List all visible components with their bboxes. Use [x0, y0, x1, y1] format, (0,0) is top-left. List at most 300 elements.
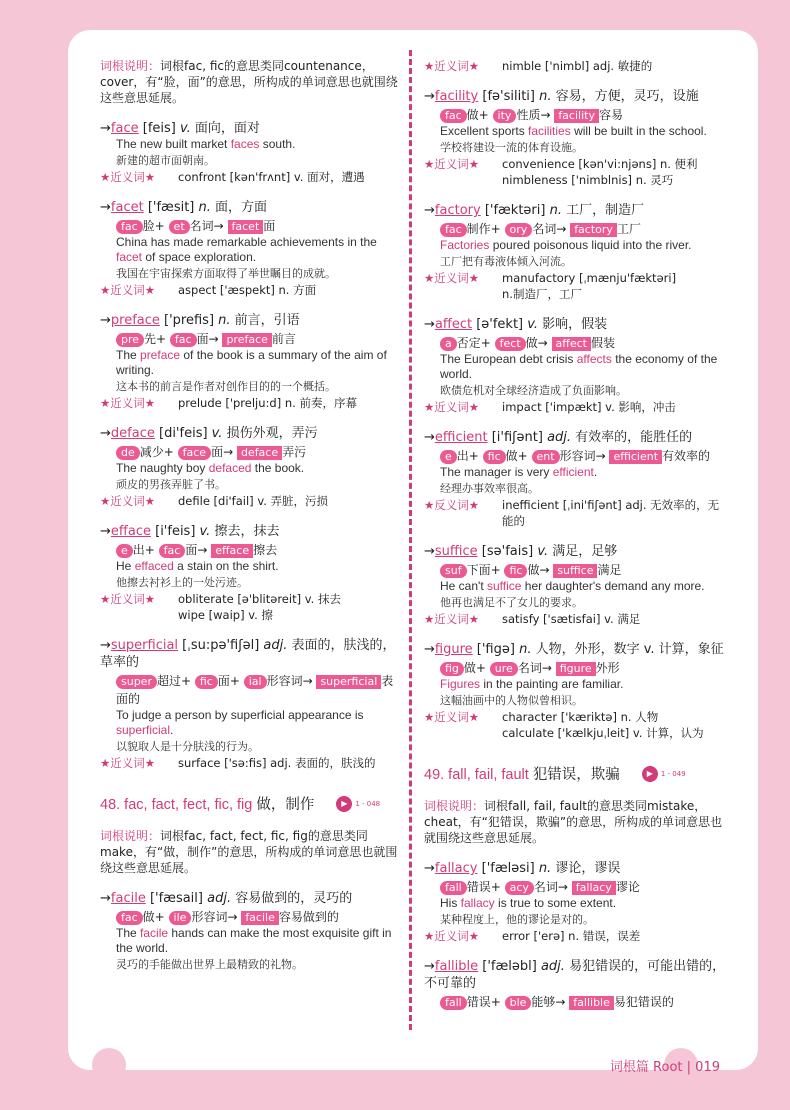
headword: facet [110, 200, 144, 215]
example-text: a stain on the shirt. [173, 559, 279, 573]
example-translation: 他再也满足不了女儿的要求。 [440, 596, 583, 609]
example-keyword: Factories [440, 238, 490, 252]
result-word: superficial [316, 675, 381, 689]
morpheme-gloss: 错误+ [466, 880, 505, 894]
example-sentence [100, 461, 402, 476]
meaning: 擦去，抹去 [210, 524, 280, 539]
morpheme-chip: fac [440, 109, 467, 123]
headword-line [100, 199, 402, 216]
example-text: her daughter's demand any more. [521, 579, 705, 593]
example-text: . [170, 723, 174, 737]
synonym-body [502, 709, 729, 741]
meaning: 工厂，制造厂 [561, 203, 645, 218]
headword-line [424, 860, 729, 877]
example-translation: 灵巧的手能做出世界上最精致的礼物。 [116, 958, 303, 971]
morpheme-gloss: 做→ [525, 336, 552, 350]
part-of-speech: n. [198, 200, 211, 215]
phonetic: ['fæsail] [145, 891, 208, 906]
morpheme-gloss: 形容词→ [191, 910, 242, 924]
meaning: 容易做到的，灵巧的 [231, 891, 353, 906]
section-title: 49. fall, fail, fault 犯错误，欺骗 [424, 767, 620, 783]
etymology-line [100, 443, 402, 461]
example-sentence [424, 579, 729, 594]
morpheme-gloss: 名词→ [533, 880, 572, 894]
morpheme-gloss: 面→ [185, 543, 212, 557]
synonym-line [100, 591, 402, 623]
morpheme-chip: ure [490, 662, 518, 676]
morpheme-chip: fac [116, 220, 143, 234]
result-word: efface [211, 544, 253, 558]
result-word: factory [570, 223, 617, 237]
synonym-line [424, 709, 729, 741]
example-translation: 某种程度上，他的谬论是对的。 [440, 913, 594, 926]
example-sentence [100, 708, 402, 738]
left-column [100, 58, 402, 973]
phonetic: [ˌsu:pə'fiʃəl] [178, 638, 264, 653]
synonym-text: defile [di'fail] v. 弄脏，污损 [178, 494, 329, 508]
synonym-body [178, 591, 402, 623]
morpheme-chip: fic [483, 450, 506, 464]
synonym-line [100, 493, 402, 509]
example-text: . [593, 465, 598, 479]
example-keyword: affects [576, 352, 612, 366]
headword: face [110, 121, 139, 136]
result-gloss: 面 [263, 219, 276, 233]
word-entry [424, 543, 729, 627]
example-text: The European debt crisis [440, 352, 577, 366]
headword-line [424, 88, 729, 105]
example-sentence [424, 124, 729, 139]
result-gloss: 谬论 [615, 880, 640, 894]
example-keyword: effaced [134, 559, 174, 573]
word-entry [424, 316, 729, 415]
headword: factory [434, 203, 481, 218]
synonym-body [178, 395, 402, 411]
headword-line [100, 312, 402, 329]
page-footer: 词根篇 Root | 019 [609, 1060, 720, 1075]
audio-badge[interactable] [336, 796, 380, 812]
synonym-text: manufactory [ˌmænju'fæktəri] [502, 271, 677, 285]
headword-line [424, 429, 729, 446]
root-intro-text: 词根fac, fic的意思类同countenance，cover，有“脸，面”的意思，所构成的单词意思也就围绕这些意思延展。 [100, 59, 398, 105]
example-text: in the painting are familiar. [480, 677, 624, 691]
phonetic: [i'feis] [150, 524, 200, 539]
result-gloss: 容易做到的 [278, 910, 339, 924]
root-intro-text: 词根fac, fact, fect, fic, fig的意思类同make，有“做，制作”的意思，所构成的单词意思也就围绕这些意思延展。 [100, 829, 398, 875]
headword: efface [110, 524, 151, 539]
root-intro-label: 词根说明： [424, 799, 485, 813]
morpheme-chip: ble [505, 996, 532, 1010]
morpheme-chip: ory [505, 223, 533, 237]
synonym-body [502, 399, 729, 415]
audio-badge[interactable] [642, 766, 686, 782]
part-of-speech: n. [549, 203, 562, 218]
result-word: figure [556, 662, 596, 676]
morpheme-gloss: 脸+ [142, 219, 169, 233]
section-title: 48. fac, fact, fect, fic, fig 做，制作 [100, 797, 315, 813]
arrow-icon: → [424, 959, 435, 974]
arrow-icon: → [100, 200, 111, 215]
morpheme-chip: fac [170, 333, 197, 347]
morpheme-gloss: 名词→ [532, 222, 571, 236]
synonym-text: inefficient [ˌini'fiʃənt] adj. 无效率的，无能的 [502, 498, 720, 528]
example-sentence [424, 352, 729, 382]
headword: facility [434, 89, 479, 104]
arrow-icon: → [424, 89, 435, 104]
part-of-speech: v. [199, 524, 211, 539]
example-translation: 顽皮的男孩弄脏了书。 [116, 478, 226, 491]
example-text: The [116, 348, 141, 362]
phonetic: [fə'siliti] [478, 89, 540, 104]
meaning: 前言，引语 [230, 313, 300, 328]
example-translation: 以貌取人是十分肤浅的行为。 [116, 740, 259, 753]
morpheme-gloss: 性质→ [516, 108, 555, 122]
synonym-text: nimble ['nimbl] adj. 敏捷的 [502, 59, 653, 73]
column-divider [409, 50, 412, 1030]
synonym-text: obliterate [ə'blitəreit] v. 抹去 [178, 592, 341, 606]
meaning: 人物，外形，数字 v. 计算，象征 [531, 642, 724, 657]
morpheme-chip: fall [440, 881, 467, 895]
headword: efficient [434, 430, 488, 445]
meaning: 损伤外观，弄污 [222, 426, 318, 441]
word-entry [424, 202, 729, 302]
headword: preface [110, 313, 160, 328]
example-keyword: facet [116, 250, 143, 264]
example-keyword: facilities [528, 124, 571, 138]
arrow-icon: → [100, 313, 111, 328]
morpheme-chip: e [116, 544, 133, 558]
synonym-tag: ★近义词★ [100, 170, 156, 184]
etymology-line [100, 541, 402, 559]
example-keyword: efficient [552, 465, 594, 479]
example-translation: 这幅油画中的人物似曾相识。 [440, 694, 583, 707]
synonym-line [424, 270, 729, 302]
result-word: fallible [569, 996, 614, 1010]
morpheme-chip: ity [493, 109, 517, 123]
synonym-tag: ★近义词★ [100, 756, 156, 770]
arrow-icon: → [100, 891, 111, 906]
example-keyword: suffice [486, 579, 522, 593]
synonym-line [424, 399, 729, 415]
synonym-body [502, 156, 729, 188]
example-text: He can't [440, 579, 487, 593]
result-gloss: 前言 [271, 332, 296, 346]
result-word: deface [237, 446, 282, 460]
word-entry [424, 88, 729, 188]
word-entry [424, 860, 729, 944]
synonym-tag: ★近义词★ [424, 710, 480, 724]
phonetic: [i'fiʃənt] [487, 430, 548, 445]
etymology-line [424, 220, 729, 238]
meaning: 谬论，谬误 [551, 861, 621, 876]
etymology-line [424, 993, 729, 1011]
morpheme-gloss: 减少+ [139, 445, 178, 459]
word-entry [424, 429, 729, 529]
morpheme-chip: et [169, 220, 190, 234]
etymology-line [424, 561, 729, 579]
example-keyword: fallacy [460, 896, 495, 910]
part-of-speech: n. [519, 642, 532, 657]
morpheme-gloss: 出+ [132, 543, 159, 557]
root-intro-2 [424, 798, 729, 846]
synonym-tag: ★近义词★ [424, 612, 480, 626]
example-text: is true to some extent. [494, 896, 617, 910]
word-entry [100, 312, 402, 411]
morpheme-chip: a [440, 337, 457, 351]
result-word: facility [554, 109, 599, 123]
result-word: efficient [609, 450, 662, 464]
morpheme-gloss: 名词→ [517, 661, 556, 675]
example-sentence [100, 235, 402, 265]
etymology-line [424, 106, 729, 124]
arrow-icon: → [100, 426, 111, 441]
synonym-tag: ★近义词★ [424, 400, 480, 414]
morpheme-gloss: 做+ [142, 910, 169, 924]
morpheme-chip: fac [159, 544, 186, 558]
example-sentence [100, 137, 402, 152]
word-entry [424, 641, 729, 741]
example-text: His [440, 896, 461, 910]
part-of-speech: v. [537, 544, 549, 559]
synonym-tag: ★近义词★ [100, 592, 156, 606]
morpheme-chip: pre [116, 333, 144, 347]
morpheme-chip: fic [504, 564, 527, 578]
phonetic: ['fæktəri] [480, 203, 550, 218]
result-gloss: 假装 [590, 336, 615, 350]
example-text: the book. [251, 461, 305, 475]
synonym-text: character ['kæriktə] n. 人物 [502, 710, 659, 724]
morpheme-gloss: 超过+ [156, 674, 195, 688]
example-text: The [116, 926, 141, 940]
headword: suffice [434, 544, 478, 559]
result-word: affect [552, 337, 591, 351]
morpheme-gloss: 形容词→ [559, 449, 610, 463]
phonetic: [ə'fekt] [472, 317, 528, 332]
word-entry [100, 425, 402, 509]
example-text: hands can make the most exquisite gift in the world. [116, 926, 392, 955]
meaning: 易犯错误的，可能出错的，不可靠的 [424, 959, 726, 991]
headword: facile [110, 891, 146, 906]
synonym-text: nimbleness ['nimblnis] n. 灵巧 [502, 173, 674, 187]
meaning: 面向，面对 [190, 121, 260, 136]
synonym-tag: ★近义词★ [100, 283, 156, 297]
etymology-line [100, 908, 402, 926]
synonym-body [178, 493, 402, 509]
synonym-body [502, 611, 729, 627]
headword: fallible [434, 959, 479, 974]
example-text: The new built market [116, 137, 231, 151]
morpheme-gloss: 能够→ [531, 995, 570, 1009]
result-gloss: 容易 [598, 108, 623, 122]
synonym-body [502, 270, 729, 302]
arrow-icon: → [100, 524, 111, 539]
synonym-text: n.制造厂，工厂 [502, 287, 582, 301]
headword-line [424, 543, 729, 560]
synonym-line [424, 928, 729, 944]
synonym-line [424, 156, 729, 188]
example-keyword: facile [140, 926, 169, 940]
headword: fallacy [434, 861, 478, 876]
result-gloss: 表面的 [116, 674, 394, 706]
synonym-tag: ★近义词★ [424, 157, 480, 171]
example-keyword: faces [230, 137, 260, 151]
morpheme-chip: acy [505, 881, 534, 895]
word-entry [100, 890, 402, 973]
morpheme-chip: ial [244, 675, 267, 689]
result-word: preface [222, 333, 271, 347]
synonym-line [424, 611, 729, 627]
root-intro-label: 词根说明： [100, 59, 161, 73]
headword: superficial [110, 638, 179, 653]
synonym-body [502, 928, 729, 944]
example-text: will be built in the school. [570, 124, 707, 138]
morpheme-chip: super [116, 675, 157, 689]
result-gloss: 易犯错误的 [613, 995, 674, 1009]
morpheme-chip: ent [532, 450, 560, 464]
part-of-speech: n. [218, 313, 231, 328]
synonym-text: wipe [waip] v. 擦 [178, 608, 273, 622]
etymology-line [424, 447, 729, 465]
morpheme-gloss: 做+ [505, 449, 532, 463]
example-keyword: superficial [116, 723, 171, 737]
example-text: The manager is very [440, 465, 553, 479]
synonym-body [178, 282, 402, 298]
synonym-text: aspect ['æspekt] n. 方面 [178, 283, 317, 297]
part-of-speech: v. [527, 317, 539, 332]
result-gloss: 弄污 [282, 445, 307, 459]
morpheme-gloss: 否定+ [456, 336, 495, 350]
phonetic: ['fæsit] [143, 200, 199, 215]
synonym-line [424, 497, 729, 529]
root-intro-text: 词根fall, fail, fault的意思类同mistake，cheat，有“犯错误，欺骗”的意思，所构成的单词意思也就围绕这些意思延展。 [424, 799, 723, 845]
morpheme-gloss: 做+ [463, 661, 490, 675]
example-text: He [116, 559, 135, 573]
synonym-text: convenience [kən'vi:njəns] n. 便利 [502, 157, 698, 171]
result-word: fallacy [572, 881, 616, 895]
phonetic: ['fæləsi] [477, 861, 539, 876]
audio-code: 1 - 049 [660, 769, 686, 778]
section-48-heading [100, 793, 402, 814]
audio-disc-icon: ▶ [336, 796, 352, 812]
page-number: 019 [695, 1060, 720, 1075]
morpheme-chip: fig [440, 662, 464, 676]
footer-section: 词根篇 [609, 1060, 649, 1075]
example-sentence [100, 348, 402, 378]
etymology-line [100, 672, 402, 708]
result-gloss: 外形 [595, 661, 620, 675]
word-entry [100, 523, 402, 623]
example-translation: 他擦去衬衫上的一处污迹。 [116, 576, 248, 589]
example-text: The naughty boy [116, 461, 209, 475]
example-translation: 新建的超市面朝南。 [116, 154, 215, 167]
phonetic: ['figə] [472, 642, 520, 657]
morpheme-chip: fect [495, 337, 526, 351]
example-translation: 经理办事效率很高。 [440, 482, 539, 495]
example-sentence [424, 896, 729, 911]
part-of-speech: adj. [547, 430, 572, 445]
headword-line [100, 523, 402, 540]
synonym-text: calculate ['kælkjuˌleit] v. 计算，认为 [502, 726, 704, 740]
synonym-text: impact ['impækt] v. 影响，冲击 [502, 400, 676, 414]
morpheme-chip: fac [440, 223, 467, 237]
morpheme-chip: face [178, 446, 211, 460]
synonym-line [100, 395, 402, 411]
example-text: south. [259, 137, 296, 151]
synonym-text: confront [kən'frʌnt] v. 面对，遭遇 [178, 170, 365, 184]
morpheme-chip: fic [195, 675, 218, 689]
root-intro-label: 词根说明： [100, 829, 161, 843]
etymology-line [424, 334, 729, 352]
result-gloss: 有效率的 [662, 449, 711, 463]
headword: affect [434, 317, 473, 332]
morpheme-gloss: 做→ [527, 563, 554, 577]
example-sentence [100, 559, 402, 574]
arrow-icon: → [424, 430, 435, 445]
synonym-tag: ★近义词★ [424, 271, 480, 285]
etymology-line [424, 659, 729, 677]
part-of-speech: v. [211, 426, 223, 441]
example-text: of space exploration. [142, 250, 257, 264]
morpheme-gloss: 形容词→ [266, 674, 317, 688]
example-sentence [424, 465, 729, 480]
headword-line [100, 637, 402, 671]
example-keyword: preface [140, 348, 181, 362]
morpheme-gloss: 错误+ [466, 995, 505, 1009]
synonym-text: error ['erə] n. 错误，误差 [502, 929, 641, 943]
etymology-line [100, 330, 402, 348]
synonym-text: prelude ['prelju:d] n. 前奏，序幕 [178, 396, 357, 410]
etymology-line [424, 878, 729, 896]
phonetic: [sə'fais] [477, 544, 538, 559]
example-text: the economy of the world. [440, 352, 718, 381]
example-text: To judge a person by superficial appearance is [116, 708, 364, 722]
example-text: of the book is a summary of the aim of writing. [116, 348, 387, 377]
headword-line [424, 641, 729, 658]
result-gloss: 擦去 [253, 543, 278, 557]
phonetic: ['fæləbl] [478, 959, 541, 974]
headword-line [100, 120, 402, 137]
section-49-heading [424, 763, 729, 784]
example-text: China has made remarkable achievements in the [116, 235, 377, 249]
morpheme-chip: e [440, 450, 457, 464]
morpheme-gloss: 下面+ [466, 563, 505, 577]
headword-line [424, 202, 729, 219]
synonym-body [178, 755, 402, 771]
synonym-tag: ★近义词★ [424, 59, 480, 73]
example-text: poured poisonous liquid into the river. [489, 238, 692, 252]
synonym-tag: ★近义词★ [424, 929, 480, 943]
arrow-icon: → [424, 317, 435, 332]
example-text: Excellent sports [440, 124, 529, 138]
arrow-icon: → [424, 642, 435, 657]
morpheme-chip: fac [116, 911, 143, 925]
meaning: 影响，假装 [538, 317, 608, 332]
result-word: suffice [553, 564, 597, 578]
morpheme-chip: de [116, 446, 140, 460]
example-translation: 我国在宇宙探索方面取得了举世瞩目的成就。 [116, 267, 336, 280]
result-word: facet [228, 220, 264, 234]
headword-line [100, 425, 402, 442]
audio-disc-icon: ▶ [642, 766, 658, 782]
morpheme-chip: ile [169, 911, 192, 925]
synonym-tag: ★近义词★ [100, 494, 156, 508]
arrow-icon: → [424, 544, 435, 559]
meaning: 容易，方便，灵巧，设施 [551, 89, 699, 104]
part-of-speech: adj. [263, 638, 288, 653]
morpheme-gloss: 出+ [456, 449, 483, 463]
root-intro [100, 58, 402, 106]
part-of-speech: v. [179, 121, 191, 136]
